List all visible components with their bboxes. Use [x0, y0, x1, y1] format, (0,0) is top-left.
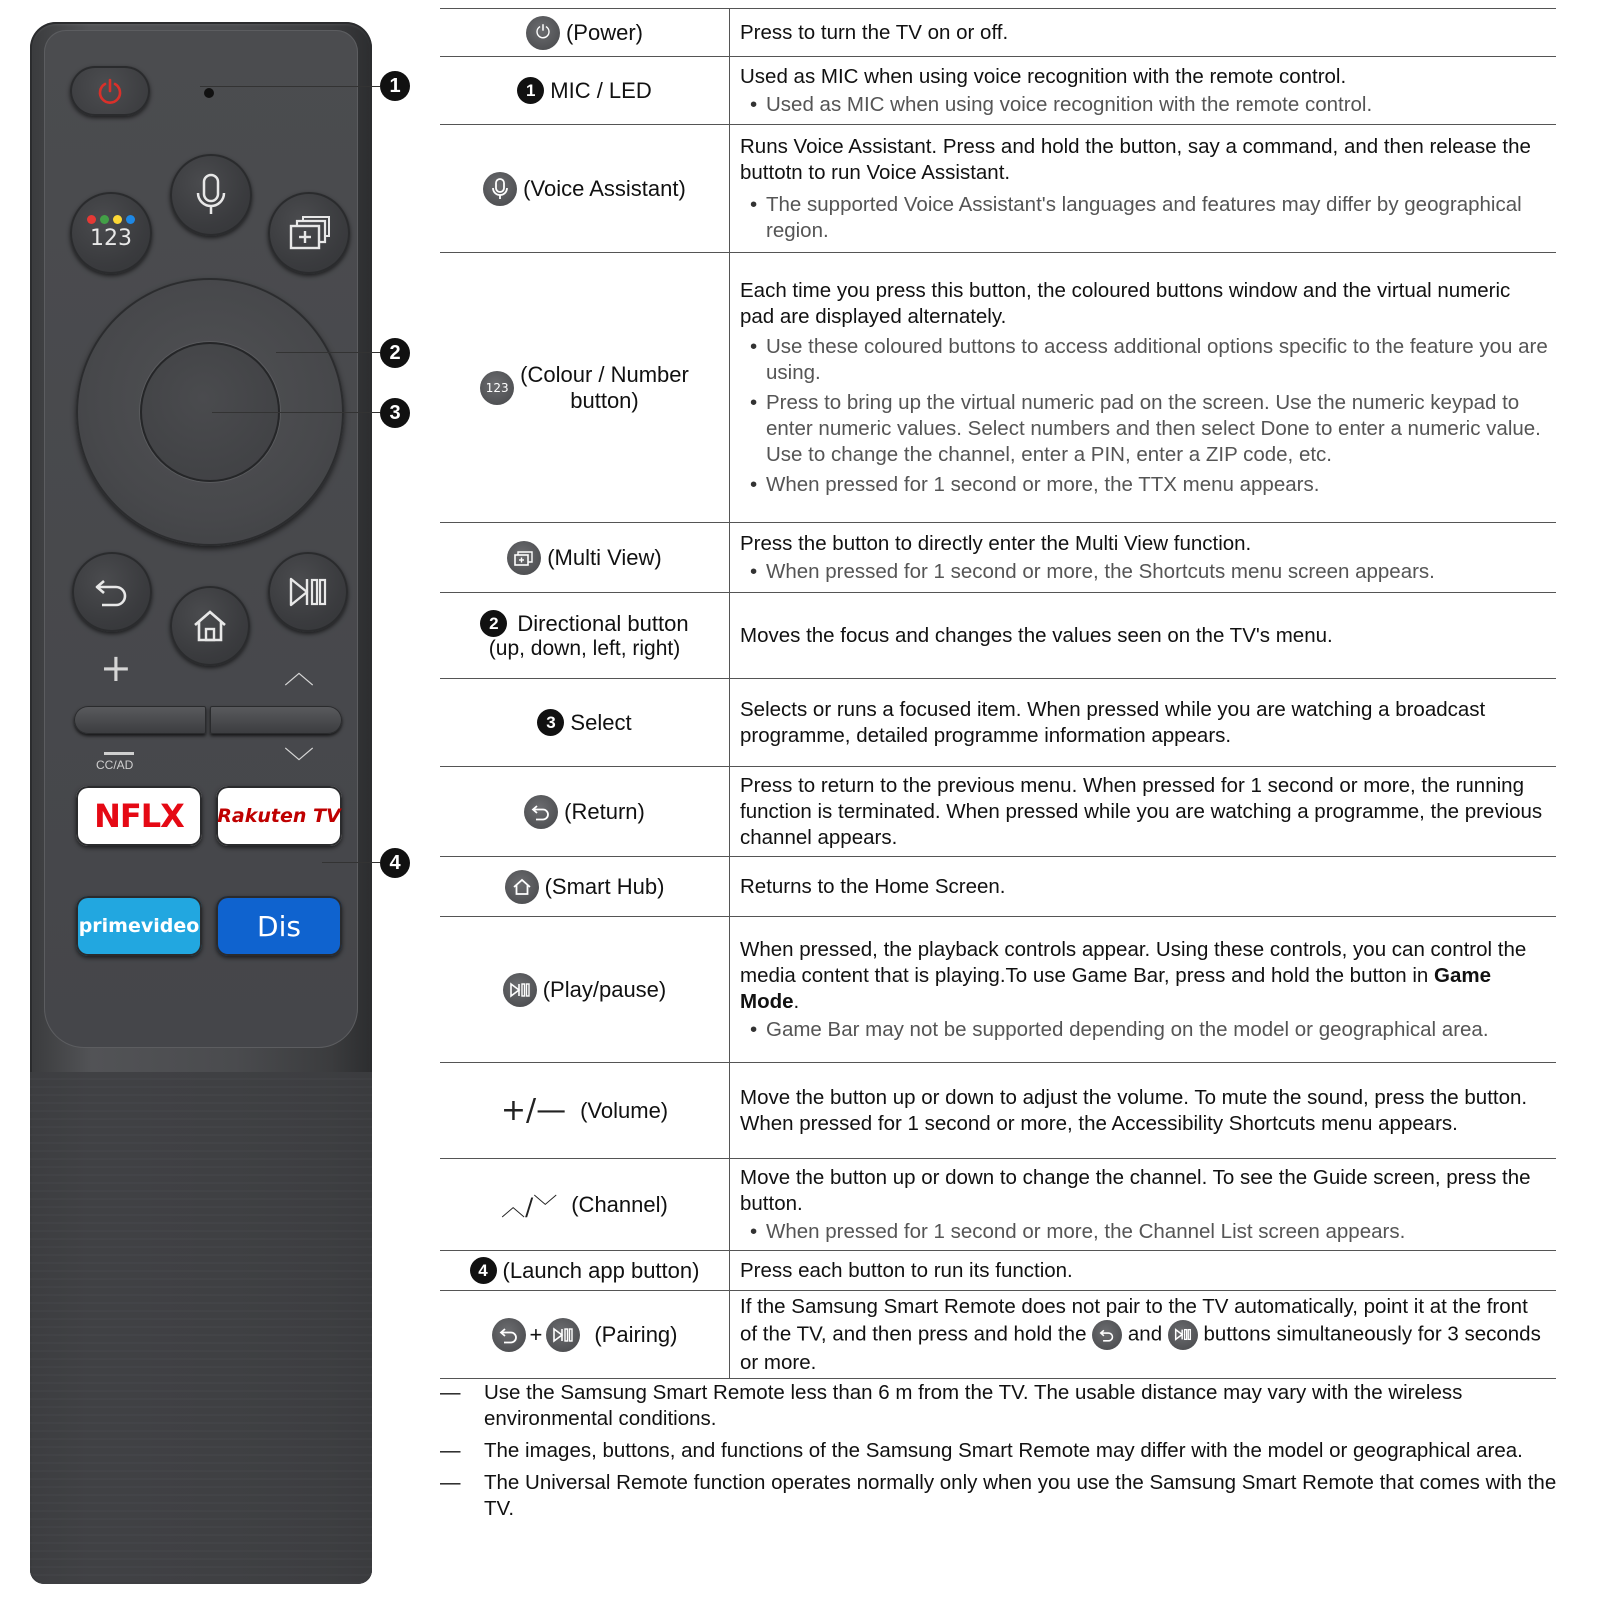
table-row	[440, 917, 1556, 1063]
return-icon	[1092, 1320, 1122, 1350]
volume-minus-icon	[104, 752, 134, 755]
row-name-directional	[440, 593, 730, 678]
desc-text: Move the button up or down to adjust the volume. To mute the sound, press the button. When pressed for 1 second or more, the Accessibility Shortcuts menu appears.	[740, 1085, 1528, 1135]
row-desc	[730, 767, 1556, 856]
mic-led-dot	[204, 88, 214, 98]
note-dash: —	[440, 1471, 461, 1494]
volume-plus-minus-icon: +/—	[500, 1093, 567, 1128]
row-desc	[730, 57, 1556, 124]
callout-line-2	[276, 352, 380, 353]
note-item	[440, 1438, 1560, 1464]
remote-grip	[30, 1072, 372, 1584]
row-label	[480, 610, 688, 661]
plus-sign: +	[529, 1321, 543, 1347]
microphone-icon	[483, 172, 517, 206]
cc-ad-label: CC/AD	[96, 758, 134, 772]
button-description-table	[440, 8, 1556, 1379]
desc-text-and: and	[1127, 1321, 1163, 1345]
row-label: (Power)	[565, 19, 643, 45]
row-desc	[730, 125, 1556, 252]
row-desc	[730, 1251, 1556, 1290]
row-label: (Volume)	[580, 1097, 669, 1123]
desc-bullet: • Game Bar may not be supported depending on the model or geographical area.	[740, 1017, 1548, 1043]
table-row	[440, 57, 1556, 125]
desc-bullet: • When pressed for 1 second or more, the TTX menu appears.	[740, 472, 1548, 498]
multi-view-icon	[507, 541, 541, 575]
table-row	[440, 593, 1556, 679]
callout-3: 3	[380, 398, 410, 428]
row-name-pairing	[440, 1291, 730, 1378]
remote-home-button[interactable]	[170, 586, 250, 666]
number-label: 123	[90, 226, 132, 251]
row-desc	[730, 917, 1556, 1062]
row-desc	[730, 679, 1556, 766]
row-desc	[730, 9, 1556, 56]
callout-4: 4	[380, 848, 410, 878]
table-row	[440, 767, 1556, 857]
row-name-mic	[440, 57, 730, 124]
callout-line-4	[322, 862, 380, 863]
multi-view-icon	[287, 214, 331, 252]
note-dash: —	[440, 1439, 461, 1462]
desc-text-bold: Game Mode	[740, 963, 1491, 1013]
row-label-line2: button)	[570, 387, 639, 413]
callout-line-1	[200, 86, 380, 87]
table-row	[440, 9, 1556, 57]
notes-section	[440, 1380, 1560, 1528]
play-pause-icon	[287, 576, 329, 608]
row-label-line2: (up, down, left, right)	[488, 637, 681, 660]
note-text: The images, buttons, and functions of the Samsung Smart Remote may differ with the model or geographical area.	[484, 1439, 1523, 1462]
note-text: Use the Samsung Smart Remote less than 6 m from the TV. The usable distance may vary with the wireless environmental conditions.	[484, 1381, 1463, 1430]
return-icon	[492, 1318, 526, 1352]
prime-video-button[interactable]: primevideo	[76, 896, 202, 956]
volume-rocker[interactable]	[74, 706, 206, 734]
remote-control	[30, 22, 372, 1584]
desc-text-main: When pressed, the playback controls appear. Using these controls, you can control the media content that is playing.To use Game Bar, press and hold the button in	[740, 937, 1527, 987]
remote-play-pause-button[interactable]	[268, 552, 348, 632]
desc-text: Runs Voice Assistant. Press and hold the button, say a command, and then release the buttotn to run Voice Assistant.	[740, 134, 1531, 184]
desc-text: Used as MIC when using voice recognition with the remote control.	[740, 64, 1347, 88]
row-label: (Smart Hub)	[544, 873, 665, 899]
play-pause-icon	[503, 973, 537, 1007]
desc-text: Moves the focus and changes the values seen on the TV's menu.	[740, 623, 1333, 647]
rakuten-tv-button[interactable]: Rakuten TV	[216, 786, 342, 846]
desc-text-b: buttons simultaneously for 3 seconds or more.	[740, 1321, 1541, 1374]
row-name-playpause	[440, 917, 730, 1062]
note-text: The Universal Remote function operates normally only when you use the Samsung Smart Remote that comes with the TV.	[484, 1471, 1557, 1520]
remote-top-panel	[44, 30, 358, 1048]
table-row	[440, 523, 1556, 593]
microphone-icon	[194, 173, 228, 217]
desc-text: Each time you press this button, the coloured buttons window and the virtual numeric pad are displayed alternately.	[740, 278, 1511, 328]
row-name-channel	[440, 1159, 730, 1250]
row-desc	[730, 593, 1556, 678]
callout-line-3	[212, 412, 380, 413]
channel-up-icon: ︿	[284, 656, 314, 691]
row-label: (Voice Assistant)	[523, 175, 686, 201]
play-pause-icon	[546, 1318, 580, 1352]
number-badge: 4	[470, 1257, 497, 1284]
table-row	[440, 1251, 1556, 1291]
row-name-volume	[440, 1063, 730, 1158]
row-label: (Multi View)	[547, 544, 662, 570]
row-label	[520, 362, 689, 414]
row-label-text: Directional button	[517, 610, 689, 636]
note-dash: —	[440, 1381, 461, 1404]
note-item	[440, 1380, 1560, 1432]
row-desc	[730, 523, 1556, 592]
callout-1: 1	[380, 71, 410, 101]
remote-color-number-button[interactable]	[70, 192, 152, 274]
row-label: (Return)	[564, 798, 645, 824]
row-desc	[730, 1291, 1556, 1378]
desc-text-end: .	[793, 989, 800, 1013]
desc-bullet: • Use these coloured buttons to access additional options specific to the feature you are using.	[740, 334, 1548, 386]
row-name-power	[440, 9, 730, 56]
desc-text: Selects or runs a focused item. When pressed while you are watching a broadcast programme, detailed programme information appears.	[740, 697, 1486, 747]
row-label-line1	[480, 610, 688, 637]
desc-text: Move the button up or down to change the channel. To see the Guide screen, press the button.	[740, 1165, 1531, 1215]
desc-text: Returns to the Home Screen.	[740, 874, 1006, 898]
row-name-return	[440, 767, 730, 856]
desc-bullet: • When pressed for 1 second or more, the Channel List screen appears.	[740, 1219, 1548, 1245]
row-desc	[730, 253, 1556, 522]
note-item	[440, 1470, 1560, 1522]
disney-button[interactable]: Dis	[216, 896, 342, 956]
desc-text-a: If the Samsung Smart Remote does not pair to the TV automatically, point it at the front of the TV, and then press and hold the	[740, 1294, 1528, 1345]
row-label: (Play/pause)	[542, 976, 667, 1002]
play-pause-icon	[1168, 1320, 1198, 1350]
row-label-line1: (Colour / Number	[520, 361, 689, 387]
desc-text	[740, 1294, 1548, 1376]
row-label: (Launch app button)	[502, 1257, 700, 1283]
power-icon	[95, 76, 125, 106]
desc-text: Press to turn the TV on or off.	[740, 20, 1009, 44]
desc-bullet: • Press to bring up the virtual numeric pad on the screen. Use the numeric keypad to enter numeric values. Select numbers and then select Done to enter a numeric value. Use to change the channel, enter a PIN, enter a ZIP code, etc.	[740, 390, 1548, 468]
callout-2: 2	[380, 338, 410, 368]
row-label: (Channel)	[571, 1191, 668, 1217]
remote-return-button[interactable]	[72, 552, 152, 632]
row-desc	[730, 1159, 1556, 1250]
table-row	[440, 125, 1556, 253]
table-row	[440, 857, 1556, 917]
table-row	[440, 253, 1556, 523]
desc-bullet: • The supported Voice Assistant's languages and features may differ by geographical region.	[740, 192, 1548, 244]
table-row	[440, 1291, 1556, 1379]
remote-multi-view-button[interactable]	[268, 192, 350, 274]
power-icon: ⏻	[526, 16, 560, 50]
number-badge: 3	[537, 709, 564, 736]
row-name-colour	[440, 253, 730, 522]
channel-down-icon: ﹀	[284, 746, 314, 781]
row-label: (Pairing)	[594, 1321, 678, 1347]
channel-rocker[interactable]	[210, 706, 342, 734]
return-icon	[92, 575, 132, 609]
number-badge: 2	[480, 610, 507, 637]
row-name-voice	[440, 125, 730, 252]
volume-plus-icon: +	[100, 646, 132, 690]
row-desc	[730, 1063, 1556, 1158]
row-name-smarthub	[440, 857, 730, 916]
home-icon	[505, 870, 539, 904]
desc-text: Press each button to run its function.	[740, 1258, 1073, 1282]
table-row	[440, 1159, 1556, 1251]
netflix-button[interactable]: NFLX	[76, 786, 202, 846]
row-name-multiview	[440, 523, 730, 592]
color-number-icon: 123	[480, 371, 514, 405]
row-name-select	[440, 679, 730, 766]
row-name-launch	[440, 1251, 730, 1290]
remote-voice-button[interactable]	[170, 154, 252, 236]
row-label: MIC / LED	[550, 77, 652, 103]
channel-up-down-icon: ︿/﹀	[501, 1193, 558, 1221]
table-row	[440, 1063, 1556, 1159]
remote-power-button[interactable]	[70, 66, 150, 116]
row-desc	[730, 857, 1556, 916]
row-label: Select	[570, 709, 632, 735]
table-row	[440, 679, 1556, 767]
desc-text: Press to return to the previous menu. When pressed for 1 second or more, the running function is terminated. When pressed while you are watching a programme, the previous channel appears.	[740, 773, 1543, 849]
home-icon	[191, 607, 229, 645]
desc-text: Press the button to directly enter the Multi View function.	[740, 531, 1252, 555]
desc-bullet: • When pressed for 1 second or more, the Shortcuts menu screen appears.	[740, 559, 1548, 585]
return-icon	[524, 795, 558, 829]
desc-text	[740, 937, 1548, 1015]
color-dots-icon	[87, 215, 135, 224]
desc-bullet: • Used as MIC when using voice recognition with the remote control.	[740, 92, 1548, 118]
number-badge: 1	[517, 77, 544, 104]
